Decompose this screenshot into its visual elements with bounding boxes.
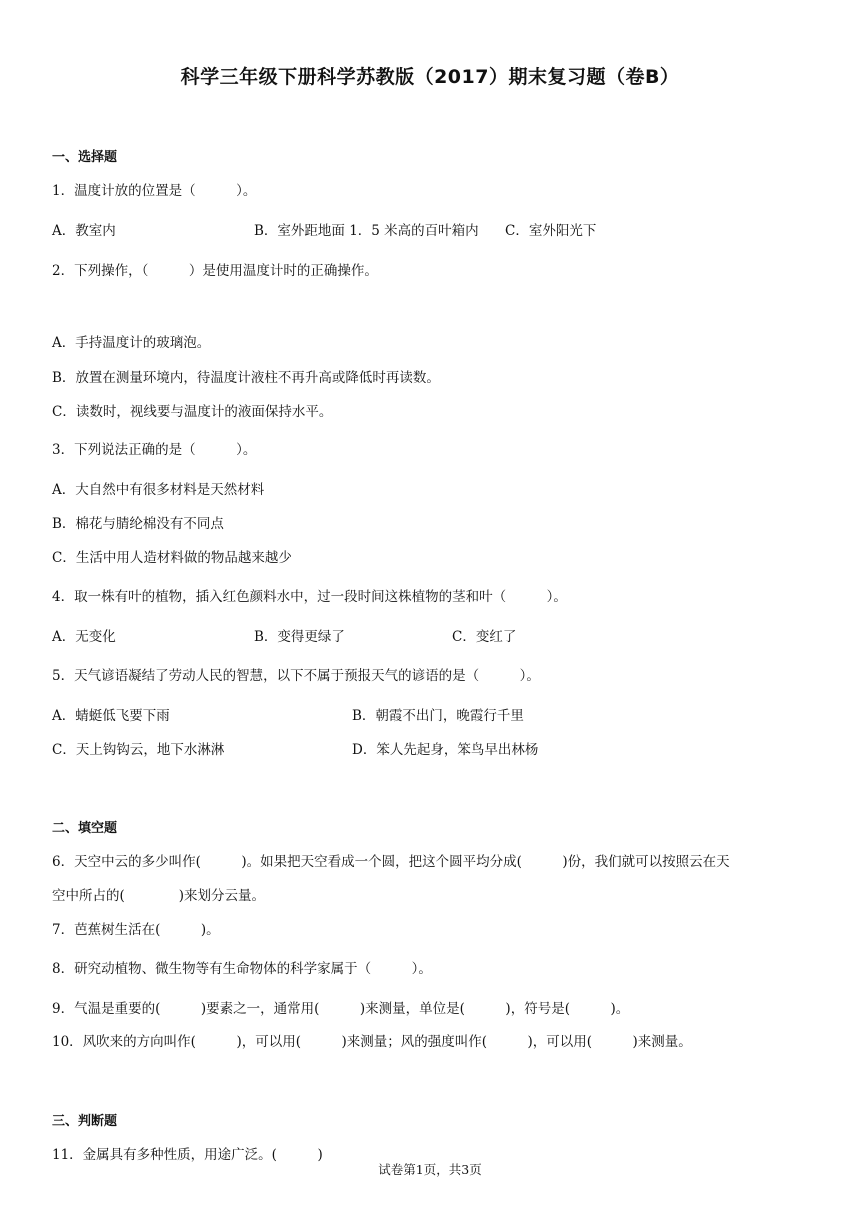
question-5-stem: 5．天气谚语凝结了劳动人民的智慧，以下不属于预报天气的谚语的是（ ）。 <box>52 668 540 684</box>
question-5-option-d: D．笨人先起身，笨鸟早出林杨 <box>352 742 539 758</box>
question-11: 11．金属具有多种性质，用途广泛。( ) <box>52 1147 323 1163</box>
question-5-option-b: B．朝霞不出门，晚霞行千里 <box>352 708 524 724</box>
question-3-option-b: B．棉花与腈纶棉没有不同点 <box>52 516 224 532</box>
question-3-option-c: C．生活中用人造材料做的物品越来越少 <box>52 550 292 566</box>
question-5-option-a: A．蜻蜓低飞要下雨 <box>52 708 170 724</box>
question-1-option-b: B．室外距地面 1．5 米高的百叶箱内 <box>254 223 479 239</box>
section-heading-fill-in: 二、填空题 <box>52 821 118 836</box>
question-7: 7．芭蕉树生活在( )。 <box>52 922 220 938</box>
question-5-option-c: C．天上钩钩云，地下水淋淋 <box>52 742 225 758</box>
question-3-stem: 3．下列说法正确的是（ ）。 <box>52 442 257 458</box>
question-8: 8．研究动植物、微生物等有生命物体的科学家属于（ ）。 <box>52 961 432 977</box>
page-footer: 试卷第1页，共3页 <box>378 1162 482 1177</box>
question-4-option-c: C．变红了 <box>452 629 517 645</box>
question-1-stem: 1．温度计放的位置是（ ）。 <box>52 183 257 199</box>
question-2-option-c: C．读数时，视线要与温度计的液面保持水平。 <box>52 404 333 420</box>
question-1-option-c: C．室外阳光下 <box>505 223 597 239</box>
question-4-stem: 4．取一株有叶的植物，插入红色颜料水中，过一段时间这株植物的茎和叶（ ）。 <box>52 589 567 605</box>
question-6-line-2: 空中所占的( )来划分云量。 <box>52 888 266 904</box>
question-10: 10．风吹来的方向叫作( )，可以用( )来测量；风的强度叫作( )，可以用( )来测量。 <box>52 1034 692 1050</box>
question-1-option-a: A．教室内 <box>52 223 116 239</box>
question-4-option-a: A．无变化 <box>52 629 116 645</box>
question-2-option-b: B．放置在测量环境内，待温度计液柱不再升高或降低时再读数。 <box>52 370 440 386</box>
section-heading-choice: 一、选择题 <box>52 150 118 165</box>
page-title: 科学三年级下册科学苏教版（2017）期末复习题（卷B） <box>180 66 680 88</box>
question-2-stem: 2．下列操作，（ ）是使用温度计时的正确操作。 <box>52 263 378 279</box>
question-3-option-a: A．大自然中有很多材料是天然材料 <box>52 482 265 498</box>
question-6-line-1: 6．天空中云的多少叫作( )。如果把天空看成一个圆，把这个圆平均分成( )份，我们就可以按照云在天 <box>52 854 730 870</box>
question-4-option-b: B．变得更绿了 <box>254 629 345 645</box>
section-heading-true-false: 三、判断题 <box>52 1114 118 1129</box>
question-2-option-a: A．手持温度计的玻璃泡。 <box>52 335 211 351</box>
question-9: 9．气温是重要的( )要素之一，通常用( )来测量，单位是( )，符号是( )。 <box>52 1001 630 1017</box>
